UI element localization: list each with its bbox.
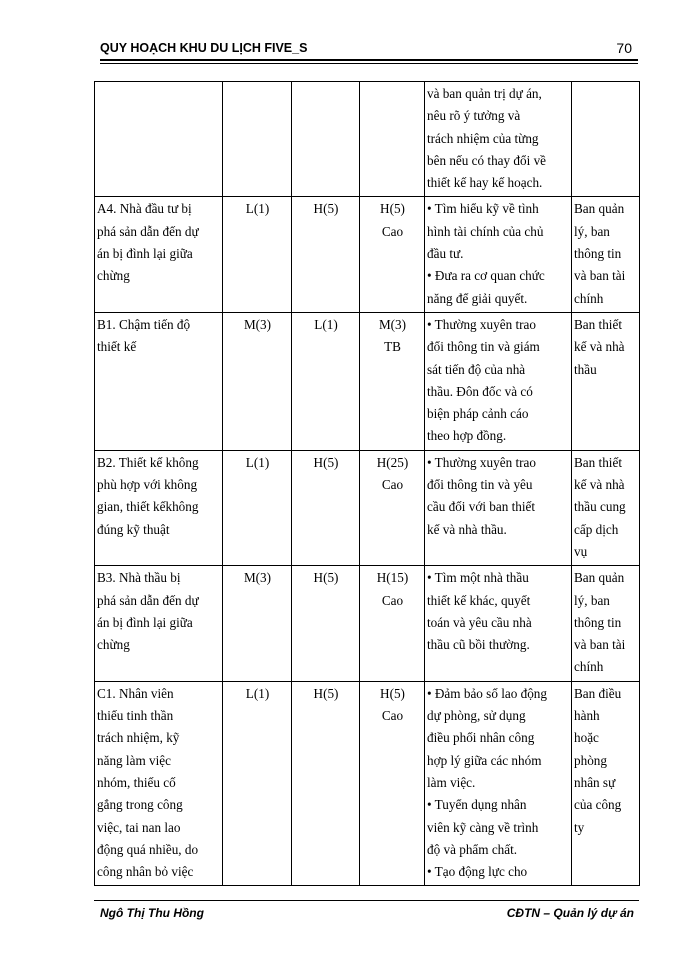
measures-line: điều phối nhân công [427,730,535,746]
c4-line: Cao [381,477,404,493]
risk-line: trách nhiệm, kỹ [97,730,180,746]
owner-cell [572,197,640,312]
risk-line: B2. Thiết kế không [97,454,199,470]
risk-cell [95,82,223,197]
risk-line: gắng trong công [97,797,183,813]
measures-cell [425,82,572,197]
measures-cell [425,566,572,681]
footer-course: CĐTN – Quản lý dự án [506,906,634,920]
risk-cell [95,450,223,565]
table-row [95,197,640,312]
likelihood-cell: M(3) [223,312,292,450]
measures-line: đầu tư. [427,246,464,262]
measures-line: làm việc. [427,774,476,790]
risk-line: C1. Nhân viên [97,685,174,701]
measures-cell [425,450,572,565]
rating-cell [360,450,425,565]
c4-line: M(3) [378,316,407,332]
owner-line: chính [574,659,604,675]
owner-line: lý, ban [574,592,610,608]
measures-line: dự phòng, sử dụng [427,708,526,724]
measures-line: năng để giải quyết. [427,290,528,306]
likelihood-cell [223,82,292,197]
risk-cell [95,197,223,312]
measures-line: • Tuyển dụng nhân [427,797,527,813]
risk-line: gian, thiết kếkhông [97,499,199,515]
measures-line: thầu cũ bồi thường. [427,637,530,653]
header-rule [100,59,638,61]
risk-table-body [95,82,640,886]
c4-line: H(15) [376,570,409,586]
risk-line: B1. Chậm tiến độ [97,316,191,332]
measures-line: • Tạo động lực cho [427,864,528,880]
measures-line: • Tìm một nhà thầu [427,570,529,586]
owner-line: nhân sự [574,774,616,790]
table-row [95,566,640,681]
owner-line: Ban thiết [574,454,622,470]
measures-line: theo hợp đồng. [427,428,507,444]
measures-line: • Đảm bảo số lao động [427,685,547,701]
impact-cell: H(5) [292,450,360,565]
header-rule-thin [100,63,638,64]
risk-line: phù hợp với không [97,477,198,493]
footer-author: Ngô Thị Thu Hồng [100,906,204,920]
risk-table [94,81,640,886]
document-title: QUY HOẠCH KHU DU LỊCH FIVE_S [100,41,308,55]
rating-cell [360,681,425,886]
owner-line: phòng [574,752,607,768]
owner-cell [572,312,640,450]
risk-line: nhóm, thiếu cố [97,774,176,790]
likelihood-cell: M(3) [223,566,292,681]
measures-line: kế và nhà thầu. [427,521,507,537]
risk-line: phá sản dẫn đến dự [97,592,199,608]
risk-line: động quá nhiều, do [97,841,199,857]
page-footer [100,906,638,924]
measures-line: đổi thông tin và giám [427,339,540,355]
measures-line: đổi thông tin và yêu [427,477,533,493]
measures-line: biện pháp cảnh cáo [427,406,529,422]
c4-line: H(5) [380,685,405,701]
page-number: 70 [616,40,632,56]
measures-line: sát tiến độ của nhà [427,361,526,377]
owner-line: kế và nhà [574,339,625,355]
owner-line: Ban thiết [574,316,622,332]
c4-line: H(5) [380,201,405,217]
rating-cell [360,82,425,197]
rating-cell [360,566,425,681]
measures-line: • Đưa ra cơ quan chức [427,268,545,284]
rating-cell [360,312,425,450]
risk-line: B3. Nhà thầu bị [97,570,181,586]
owner-line: kế và nhà [574,477,625,493]
risk-cell [95,681,223,886]
owner-line: thông tin [574,246,622,262]
measures-line: độ và phẩm chất. [427,841,518,857]
measures-cell [425,312,572,450]
footer-rule [94,900,639,901]
owner-line: hoặc [574,730,599,746]
impact-cell: H(5) [292,566,360,681]
c4-line: H(25) [376,454,409,470]
measures-line: thầu. Đôn đốc và có [427,383,533,399]
owner-line: Ban quản [574,201,625,217]
c4-line: Cao [381,708,404,724]
risk-line: án bị đình lại giữa [97,246,193,262]
owner-cell [572,566,640,681]
c4-line: Cao [381,592,404,608]
impact-cell: L(1) [292,312,360,450]
owner-line: thông tin [574,614,622,630]
risk-line: A4. Nhà đầu tư bị [97,201,192,217]
risk-line: phá sản dẫn đến dự [97,223,199,239]
owner-line: Ban điều [574,685,622,701]
rating-cell [360,197,425,312]
risk-line: chừng [97,637,130,653]
measures-cell [425,681,572,886]
risk-cell [95,566,223,681]
measures-line: hình tài chính của chủ [427,223,544,239]
owner-line: vụ [574,543,588,559]
measures-cell [425,197,572,312]
measures-line: bên nếu có thay đổi về [427,152,547,168]
owner-line: chính [574,290,604,306]
measures-line: hợp lý giữa các nhóm [427,752,542,768]
owner-line: lý, ban [574,223,610,239]
risk-line: công nhân bỏ việc [97,864,194,880]
owner-line: hành [574,708,600,724]
table-row [95,681,640,886]
owner-line: thầu [574,361,597,377]
table-row [95,450,640,565]
risk-line: chừng [97,268,130,284]
measures-line: • Thường xuyên trao [427,454,536,470]
risk-line: năng làm việc [97,752,171,768]
risk-line: án bị đình lại giữa [97,614,193,630]
measures-line: • Thường xuyên trao [427,316,536,332]
risk-line: thiếu tinh thần [97,708,174,724]
owner-line: thầu cung [574,499,626,515]
measures-line: thiết kế hay kế hoạch. [427,175,543,191]
c4-line: TB [384,339,401,355]
measures-line: trách nhiệm của từng [427,130,539,146]
risk-line: việc, tai nan lao [97,819,181,835]
measures-line: toán và yêu cầu nhà [427,614,532,630]
table-row [95,312,640,450]
owner-cell [572,82,640,197]
impact-cell: H(5) [292,681,360,886]
owner-line: ty [574,819,585,835]
owner-line: và ban tài [574,637,626,653]
owner-cell [572,681,640,886]
measures-line: nêu rõ ý tưởng và [427,108,521,124]
measures-line: viên kỹ càng về trình [427,819,539,835]
measures-line: cầu đối với ban thiết [427,499,536,515]
likelihood-cell: L(1) [223,450,292,565]
c4-line: Cao [381,223,404,239]
table-row [95,82,640,197]
measures-line: và ban quản trị dự án, [427,86,542,101]
risk-line: thiết kế [97,339,137,355]
page-header [100,40,638,60]
owner-line: Ban quản [574,570,625,586]
risk-line: đúng kỹ thuật [97,521,170,537]
impact-cell [292,82,360,197]
owner-line: và ban tài [574,268,626,284]
measures-line: • Tìm hiểu kỹ về tình [427,201,539,217]
owner-line: của công [574,797,622,813]
likelihood-cell: L(1) [223,197,292,312]
risk-cell [95,312,223,450]
measures-line: thiết kế khác, quyết [427,592,531,608]
likelihood-cell: L(1) [223,681,292,886]
impact-cell: H(5) [292,197,360,312]
owner-cell [572,450,640,565]
owner-line: cấp dịch [574,521,619,537]
